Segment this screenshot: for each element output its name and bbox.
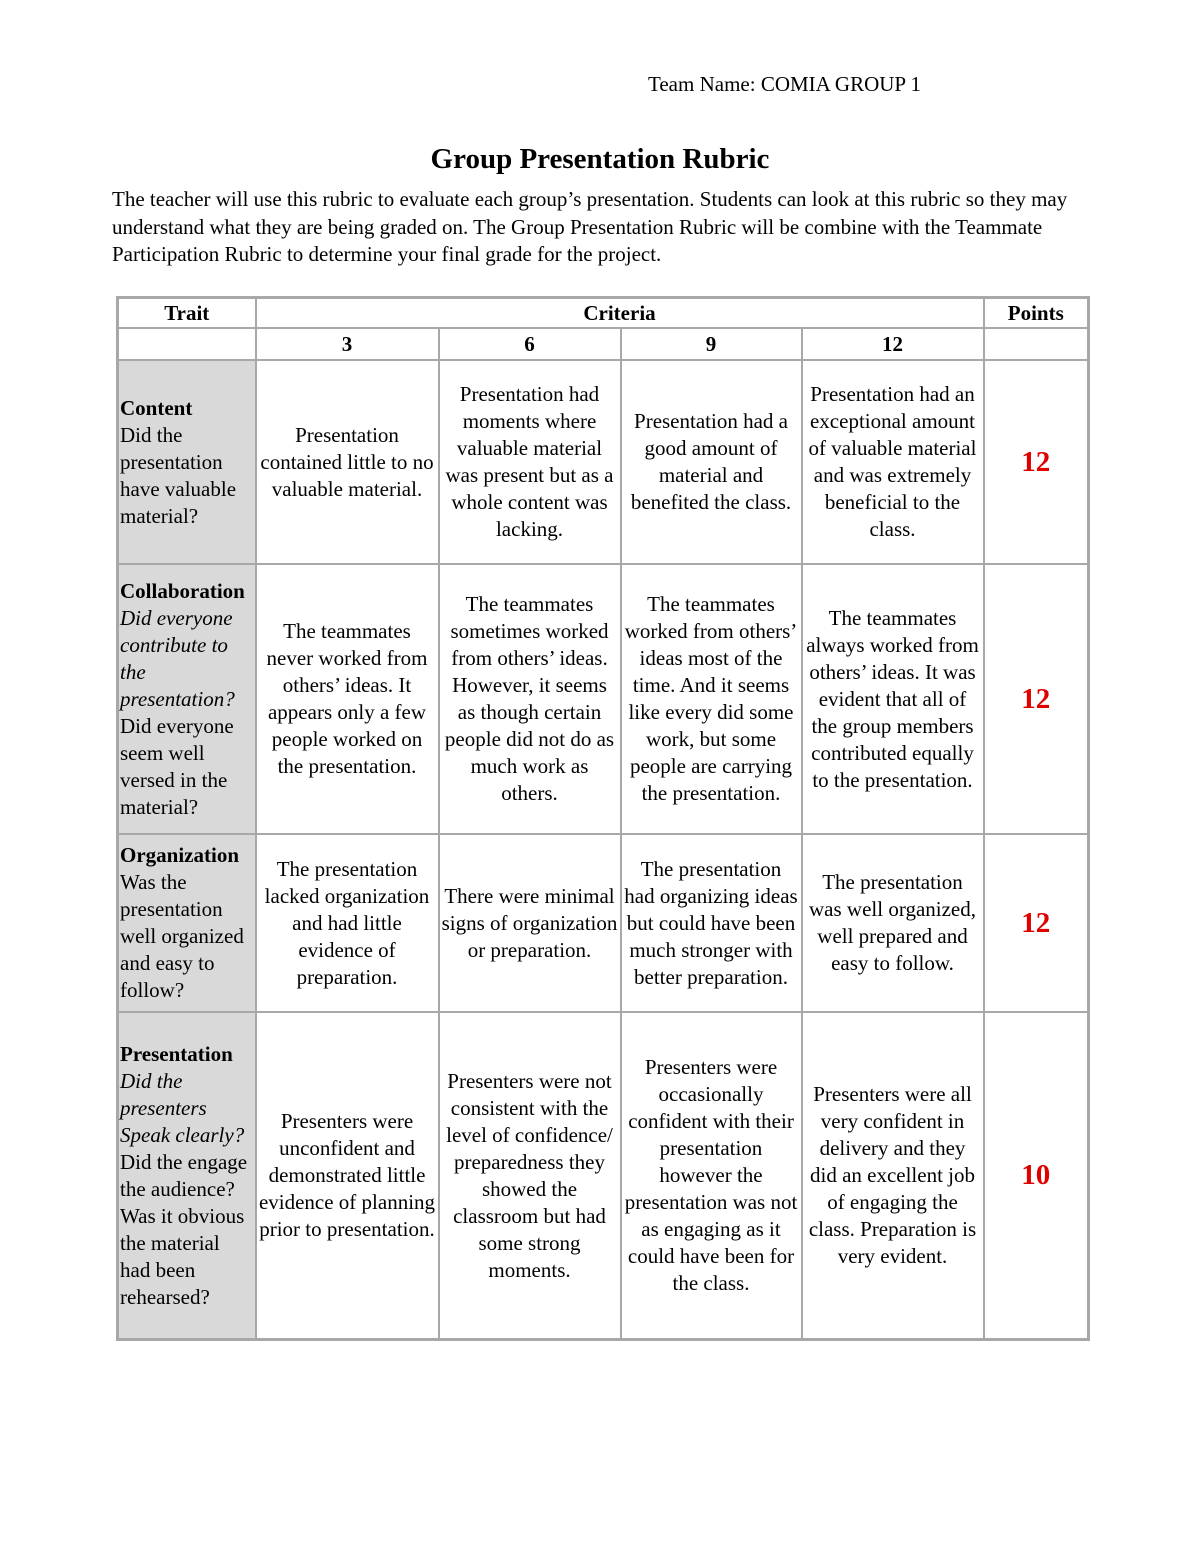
trait-header: Trait bbox=[118, 298, 256, 329]
criteria-cell: The presentation lacked organization and had little evidence of preparation. bbox=[256, 834, 439, 1012]
points-value: 12 bbox=[984, 564, 1089, 834]
intro-paragraph: The teacher will use this rubric to evaluate each group’s presentation. Students can look at this rubric so they may understand what they are being graded on. The Group Presentation Rubric will be combine with the Teammate Participation Rubric to determine your final grade for the project. bbox=[112, 187, 1068, 266]
page-title: Group Presentation Rubric bbox=[430, 143, 770, 175]
criteria-cell: Presenters were occasionally confident with their presentation however the presentation was not as engaging as it could have been for the class. bbox=[621, 1012, 802, 1340]
points-header: Points bbox=[984, 298, 1089, 329]
criteria-cell: Presenters were unconfident and demonstrated little evidence of planning prior to presentation. bbox=[256, 1012, 439, 1340]
criteria-cell: The teammates never worked from others’ ideas. It appears only a few people worked on the presentation. bbox=[256, 564, 439, 834]
trait-cell bbox=[118, 360, 256, 564]
rubric-table bbox=[116, 296, 1090, 1341]
trait-question: Was the presentation well organized and easy to follow? bbox=[120, 870, 244, 1002]
score-header: 12 bbox=[802, 328, 984, 360]
points-value: 12 bbox=[984, 360, 1089, 564]
criteria-cell: The teammates always worked from others’ ideas. It was evident that all of the group members contributed equally to the presentation. bbox=[802, 564, 984, 834]
criteria-cell: Presenters were all very confident in delivery and they did an excellent job of engaging the class. Preparation is very evident. bbox=[802, 1012, 984, 1340]
trait-title: Organization bbox=[120, 843, 239, 867]
table-row bbox=[118, 834, 1089, 1012]
score-header: 9 bbox=[621, 328, 802, 360]
trait-question-italic: Did the presenters Speak clearly? bbox=[120, 1068, 245, 1147]
criteria-cell: The teammates worked from others’ ideas most of the time. And it seems like every did some work, but some people are carrying the presentation. bbox=[621, 564, 802, 834]
trait-cell bbox=[118, 834, 256, 1012]
criteria-cell: The presentation had organizing ideas but could have been much stronger with better preparation. bbox=[621, 834, 802, 1012]
criteria-cell: Presentation had moments where valuable material was present but as a whole content was lacking. bbox=[439, 360, 621, 564]
table-row bbox=[118, 564, 1089, 834]
trait-question: Did the engage the audience? Was it obvious the material had been rehearsed? bbox=[120, 1149, 248, 1309]
criteria-cell: The teammates sometimes worked from others’ ideas. However, it seems as though certain people did not do as much work as others. bbox=[439, 564, 621, 834]
trait-title: Content bbox=[120, 395, 193, 420]
points-value: 12 bbox=[984, 834, 1089, 1012]
trait-question: Did the presentation have valuable material? bbox=[120, 422, 237, 528]
team-name: Team Name: COMIA GROUP 1 bbox=[648, 72, 922, 96]
criteria-cell: Presentation had a good amount of material and benefited the class. bbox=[621, 360, 802, 564]
score-header-row bbox=[118, 328, 1089, 360]
criteria-cell: Presenters were not consistent with the level of confidence/ preparedness they showed the classroom but had some strong moments. bbox=[439, 1012, 621, 1340]
header-row bbox=[118, 298, 1089, 329]
criteria-cell: Presentation had an exceptional amount of valuable material and was extremely beneficial to the class. bbox=[802, 360, 984, 564]
score-header-blank bbox=[118, 328, 256, 360]
criteria-header: Criteria bbox=[256, 298, 984, 329]
trait-question-italic: Did everyone contribute to the presentation? bbox=[120, 605, 235, 711]
points-header-blank bbox=[984, 328, 1089, 360]
table-row bbox=[118, 1012, 1089, 1340]
trait-question: Did everyone seem well versed in the material? bbox=[120, 713, 234, 819]
trait-cell bbox=[118, 1012, 256, 1340]
table-row bbox=[118, 360, 1089, 564]
trait-cell bbox=[118, 564, 256, 834]
criteria-cell: The presentation was well organized, well prepared and easy to follow. bbox=[802, 834, 984, 1012]
score-header: 6 bbox=[439, 328, 621, 360]
criteria-cell: Presentation contained little to no valuable material. bbox=[256, 360, 439, 564]
trait-title: Collaboration bbox=[120, 578, 245, 603]
trait-title: Presentation bbox=[120, 1041, 233, 1066]
points-value: 10 bbox=[984, 1012, 1089, 1340]
score-header: 3 bbox=[256, 328, 439, 360]
criteria-cell: There were minimal signs of organization or preparation. bbox=[439, 834, 621, 1012]
